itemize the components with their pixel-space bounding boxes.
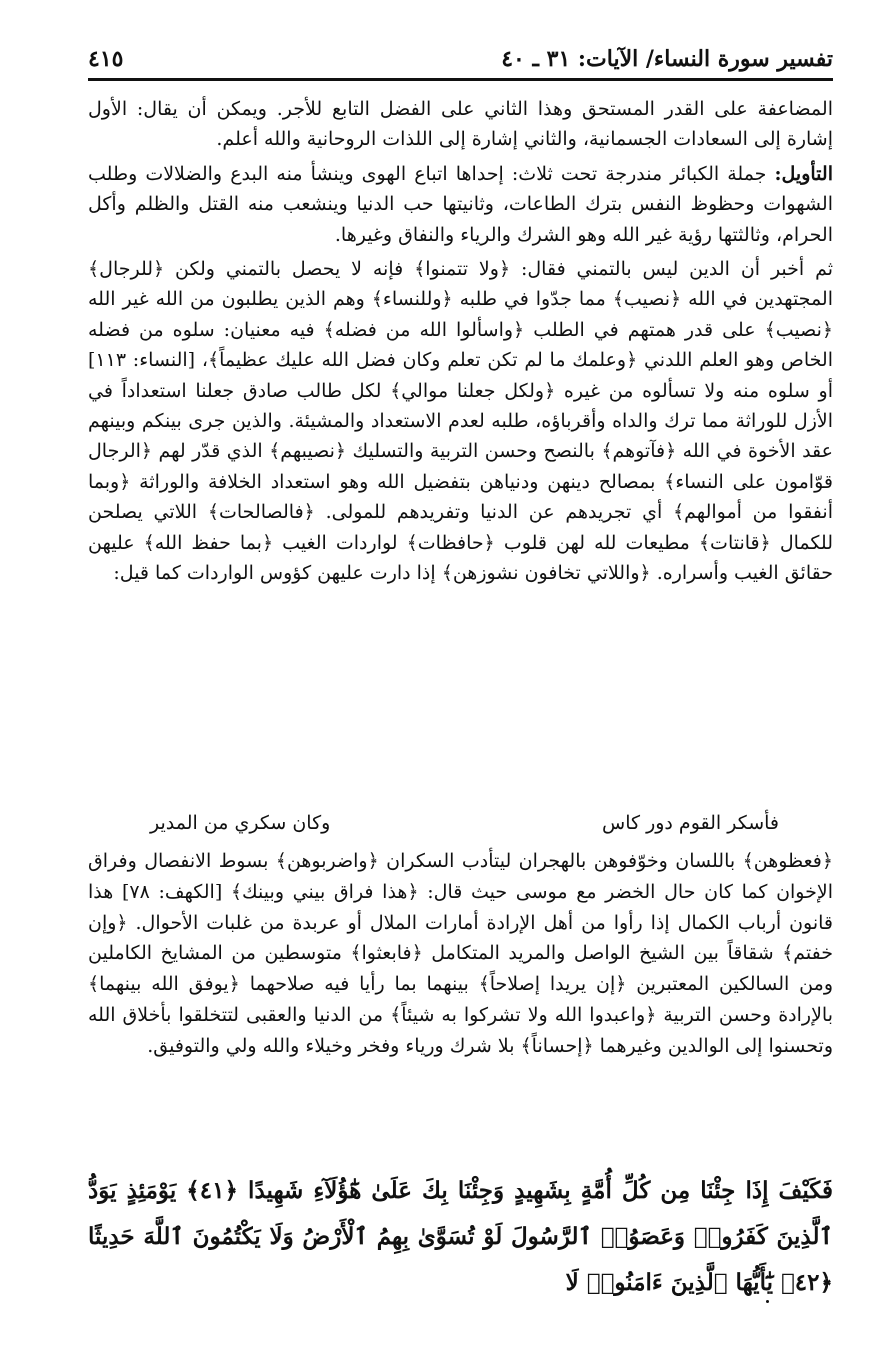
paragraph-text: ثم أخبر أن الدين ليس بالتمني فقال: ﴿ولا تتمنوا﴾ فإنه لا يحصل بالتمني ولكن ﴿للرجال﴾ المجتهدين في الله ﴿نصيب﴾ مما جدّوا في طلبه ﴿وللنساء﴾ وهم الذين يطلبون من الله غير الله ﴿نصيب﴾ على قدر همتهم في الطلب ﴿واسألوا الله من فضله﴾ فيه معنيان: سلوه من فضله الخاص وهو العلم اللدني ﴿وعلمك ما لم تكن تعلم وكان فضل الله عليك عظيماً﴾، [النساء: ١١٣] أو سلوه منه ولا تسألوه من غيره ﴿ولكل جعلنا موالي﴾ لكل طالب صادق جعلنا استعداداً في الأزل للوراثة مما ترك والداه وأقرباؤه، طلبه لعدم الاستعداد والمشيئة. والذين جرى بينكم وبينهم عقد الأخوة في الله ﴿فآتوهم﴾ بالنصح وحسن التربية والتسليك ﴿نصيبهم﴾ الذي قدّر لهم ﴿الرجال قوّامون على النساء﴾ بمصالح دينهن ودنياهن بتفضيل الله وهو استعداد الخلافة والوراثة ﴿وبما أنفقوا من أموالهم﴾ أي تجريدهم عن الدنيا وتفريدهم للمولى. ﴿فالصالحات﴾ اللاتي يصلحن للكمال ﴿قانتات﴾ مطيعات لله لهن قلوب ﴿حافظات﴾ لواردات الغيب ﴿بما حفظ الله﴾ عليهن حقائق الغيب وأسراره. ﴿واللاتي تخافون نشوزهن﴾ إذا دارت عليهن كؤوس الواردات كما قيل:	[88, 258, 833, 585]
section-lead: التأويل:	[774, 162, 833, 185]
paragraph-text: ﴿فعظوهن﴾ باللسان وخوّفوهن بالهجران ليتأدب السكران ﴿واضربوهن﴾ بسوط الانفصال وفراق الإخوان كما كان حال الخضر مع موسى حيث قال: ﴿هذا فراق بيني وبينك﴾ [الكهف: ٧٨] هذا قانون أرباب الكمال إذا رأوا من أهل الإرادة أمارات الملال أو عربدة من غلبات الأحوال. ﴿وإن خفتم﴾ شقاقاً بين الشيخ الواصل والمريد المتكامل ﴿فابعثوا﴾ متوسطين من المشايخ الكاملين ومن السالكين المعتبرين ﴿إن يريدا إصلاحاً﴾ بينهما بما رأيا فيه صلاحهما ﴿يوفق الله بينهما﴾ بالإرادة وحسن التربية ﴿واعبدوا الله ولا تشركوا به شيئاً﴾ من الدنيا والعقبى لتتخلقوا بأخلاق الله وتحسنوا إلى الوالدين وغيرهما ﴿إحساناً﴾ بلا شرك ورياء وفخر وخيلاء والله ولي والتوفيق.	[88, 850, 833, 1057]
paragraph-tawil	[88, 159, 833, 250]
header-title: تفسير سورة النساء/ الآيات: ٣١ ـ ٤٠	[501, 46, 833, 72]
paragraph	[88, 846, 833, 1062]
quran-verses: فَكَيْفَ إِذَا جِئْنَا مِن كُلِّ أُمَّةٍ بِشَهِيدٍ وَجِئْنَا بِكَ عَلَىٰ هَٰٓؤُلَآءِ شَهِيدًا ﴿٤١﴾ يَوْمَئِذٍ يَوَدُّ ٱلَّذِينَ كَفَرُوا۟ وَعَصَوُا۟ ٱلرَّسُولَ لَوْ تُسَوَّىٰ بِهِمُ ٱلْأَرْضُ وَلَا يَكْتُمُونَ ٱللَّهَ حَدِيثًا ﴿٤٢﴾ يَٰٓأَيُّهَا ٱلَّذِينَ ءَامَنُوا۟ لَا	[88, 1177, 833, 1296]
page-number: ٤١٥	[88, 46, 124, 72]
paragraph	[88, 254, 833, 588]
header-divider	[88, 78, 833, 81]
paragraph-text: جملة الكبائر مندرجة تحت ثلاث: إحداها اتباع الهوى وينشأ منه البدع والضلالات وطلب الشهوات وحظوظ النفس بترك الطاعات، وثانيتها حب الدنيا وينشعب منه القتل والظلم وأكل الحرام، وثالثتها رؤية غير الله وهو الشرك والرياء والنفاق وغيرها.	[88, 162, 833, 246]
main-text-bottom	[88, 846, 833, 1062]
paragraph-text: المضاعفة على القدر المستحق وهذا الثاني على الفضل التابع للأجر. ويمكن أن يقال: الأول إشارة إلى السعادات الجسمانية، والثاني إشارة إلى اللذات الروحانية والله أعلم.	[88, 98, 833, 151]
poem-first-hemistich: فأسكر القوم دور كاس	[602, 812, 779, 834]
running-header	[88, 40, 833, 80]
poem-verse	[150, 812, 779, 842]
poem-second-hemistich: وكان سكري من المدير	[150, 812, 331, 834]
page-mark	[766, 1300, 769, 1303]
main-text-top	[88, 94, 833, 589]
paragraph	[88, 94, 833, 155]
